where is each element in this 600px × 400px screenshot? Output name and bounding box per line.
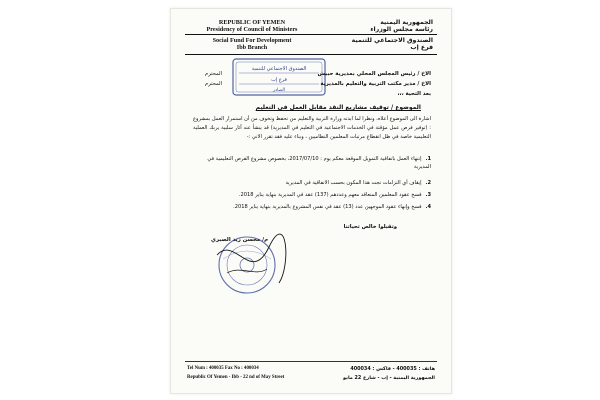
footer-ar-address: الجمهورية اليمنية - إب - شارع 22 مايو xyxy=(343,374,435,381)
closing-thanks: وتقبلوا خالص تحياتنا xyxy=(343,224,397,230)
footer-arabic xyxy=(343,365,435,383)
signer-name: م/ محسن زيد الصبري xyxy=(211,237,269,243)
salute-2: المحترم xyxy=(205,81,223,87)
item-number: 3. xyxy=(425,192,431,198)
list-item xyxy=(199,179,431,187)
header-ar-presidency: رئاسة مجلس الوزراء xyxy=(370,26,433,34)
footer-ar-phone-fax: هاتف : 400035 - فاكس : 400034 xyxy=(350,366,435,372)
addressee-1: الاخ / رئيس المجلس المحلي بمديرية حبيش xyxy=(317,71,431,77)
footer-phone-fax: Tel Num : 400035 Fax No : 400034 xyxy=(187,366,259,371)
stamp-line-3: الصادر xyxy=(272,88,286,93)
stamp-line-1: الصندوق الاجتماعي للتنمية xyxy=(251,66,307,72)
header-arabic-org xyxy=(333,37,433,52)
header-ar-branch: فرع إب xyxy=(410,44,433,52)
header-ar-country: الجمهورية اليمنية xyxy=(380,19,433,26)
header-divider-bottom xyxy=(185,54,437,55)
body-paragraph: اشارة الى الموضوع أعلاه، ونظرا لما ابدته وزارة التربية والتعليم من تحفظ وتخوف من أن استمرار العمل بمشروع : (توفير فرص عمل مؤقتة في الخدمات الاجتماعية في التعليم في المديرية) قد ينشأ عنه آثار سلبية يربك العملية التعليمية خاصة في ظل انقطاع مرتبات المعلمين النظاميين ، وبناء عليه فقد تقرر الاتي :- xyxy=(193,116,431,140)
item-number: 1. xyxy=(425,156,431,162)
salute-1: المحترم xyxy=(205,71,223,77)
item-text: فسخ عقود المعلمين المتعاقد معهم وعددهم (137) عقد في المديرية بنهاية يناير 2018. xyxy=(238,192,422,198)
header-arabic xyxy=(333,19,433,34)
header-divider-top xyxy=(185,34,437,35)
list-item xyxy=(199,155,431,171)
office-stamp xyxy=(231,57,327,97)
addressee-2: الاخ / مدير مكتب التربية والتعليم بالمديرية xyxy=(320,81,431,87)
header-english xyxy=(197,19,307,33)
item-number: 2. xyxy=(425,180,431,186)
header-english-org xyxy=(197,37,307,51)
header-presidency: Presidency of Council of Ministers xyxy=(206,26,298,34)
footer-english xyxy=(187,365,284,383)
list-item xyxy=(199,203,431,211)
item-number: 4. xyxy=(425,204,431,210)
round-seal xyxy=(207,225,297,305)
item-text: إنتهاء العمل باتفاقية التمويل الموقعة معكم يوم : 2017/07/10، بخصوص مشروع الفرص التعليمية في المديرية xyxy=(207,156,431,171)
header-country: REPUBLIC OF YEMEN xyxy=(218,19,286,26)
header-branch: Ibb Branch xyxy=(236,44,268,52)
subject-line: الموضوع / توقيف مشاريع النقد مقابل العمل في التعليم xyxy=(255,104,421,111)
header-ar-fund: الصندوق الاجتماعي للتنمية xyxy=(351,37,433,44)
header-fund: Social Fund For Development xyxy=(212,37,292,44)
letter-page xyxy=(170,8,452,394)
list-item xyxy=(199,191,431,199)
item-text: إيقاف أي التزامات تجت هذا المكون بحسب الاتفاقية في المديرية xyxy=(285,180,422,186)
footer-divider xyxy=(185,361,437,362)
stamp-line-2: فرع إب xyxy=(271,77,287,83)
item-text: فسخ وإنهاء عقود الموجهين عدد (13) عقد في نفس المشروع بالمديرية بنهاية يناير 2018. xyxy=(233,204,422,210)
greeting: بعد التحية ،،، xyxy=(397,91,431,97)
footer-address: Republic Of Yemen - Ibb - 22 nd of May Street xyxy=(187,374,285,380)
